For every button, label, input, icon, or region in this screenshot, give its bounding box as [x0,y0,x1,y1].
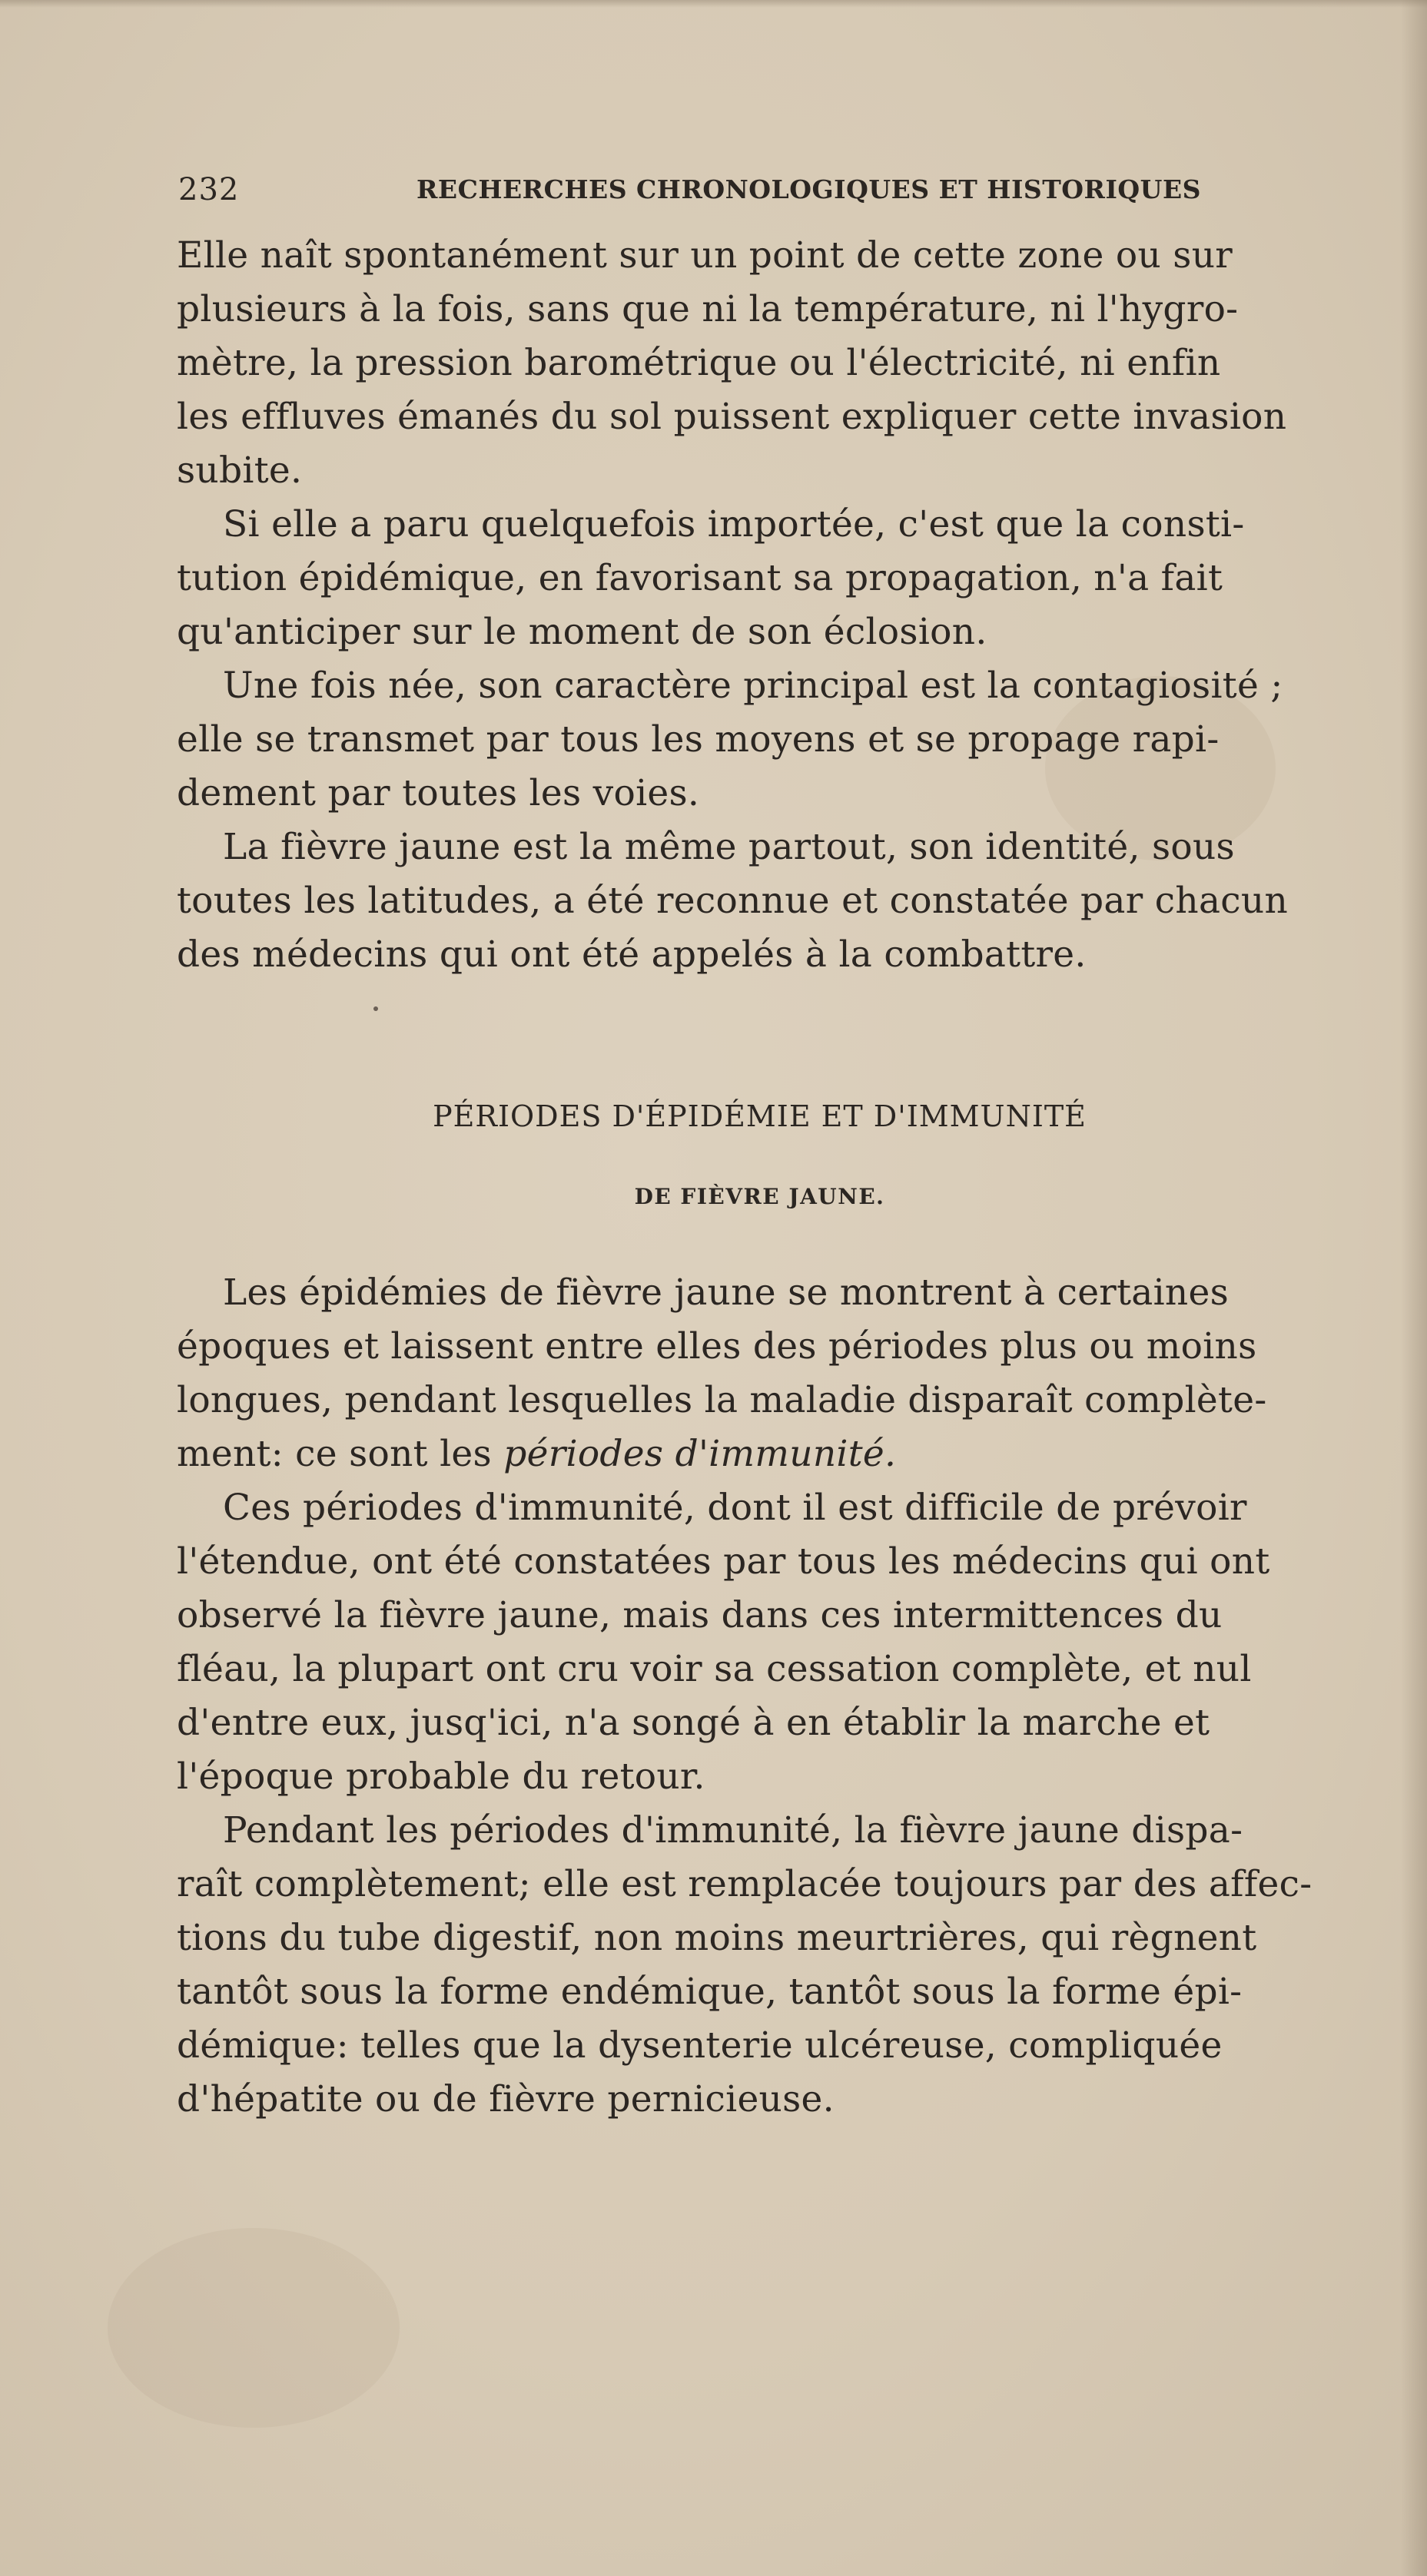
section-title: PÉRIODES D'ÉPIDÉMIE ET D'IMMUNITÉ [433,1099,1087,1133]
text-line [177,1429,1345,1480]
page-top-shadow [0,0,1427,8]
text-line: mètre, la pression barométrique ou l'électricité, ni enfin [177,342,1221,384]
text-line: Si elle a paru quelquefois importée, c'est que la consti- [223,503,1245,545]
text-line: des médecins qui ont été appelés à la combattre. [177,933,1087,976]
italic-term: périodes d'immunité. [503,1433,897,1475]
section-subtitle: DE FIÈVRE JAUNE. [634,1184,885,1209]
text-line: plusieurs à la fois, sans que ni la température, ni l'hygro- [177,288,1239,330]
text-line: Pendant les périodes d'immunité, la fièvre jaune dispa- [223,1809,1243,1852]
text-line: les effluves émanés du sol puissent expliquer cette invasion [177,396,1287,438]
text-line: démique: telles que la dysenterie ulcéreuse, compliquée [177,2024,1223,2067]
text-line: tantôt sous la forme endémique, tantôt sous la forme épi- [177,1971,1243,2013]
text-line: observé la fièvre jaune, mais dans ces intermittences du [177,1594,1223,1636]
text-line: fléau, la plupart ont cru voir sa cessation complète, et nul [177,1648,1252,1690]
text-line: Les épidémies de fièvre jaune se montrent à certaines [223,1271,1230,1314]
page-right-shadow [1401,0,1427,2576]
text-line: tution épidémique, en favorisant sa propagation, n'a fait [177,557,1223,599]
text-line: subite. [177,449,303,492]
text-line: qu'anticiper sur le moment de son éclosion. [177,611,987,653]
running-title: RECHERCHES CHRONOLOGIQUES ET HISTORIQUES [416,174,1201,204]
text-line: tions du tube digestif, non moins meurtrières, qui règnent [177,1917,1257,1959]
text-line: d'entre eux, jusq'ici, n'a songé à en établir la marche et [177,1702,1210,1744]
text-segment: ment: ce sont les [177,1433,504,1475]
page-header [178,171,1201,209]
text-line: Ces périodes d'immunité, dont il est difficile de prévoir [223,1487,1247,1529]
text-line: elle se transmet par tous les moyens et se propage rapi- [177,718,1220,761]
text-line: l'époque probable du retour. [177,1755,705,1798]
text-line: d'hépatite ou de fièvre pernicieuse. [177,2078,835,2120]
page-number: 232 [178,172,240,207]
text-line: Une fois née, son caractère principal est la contagiosité ; [223,665,1283,707]
text-line: La fièvre jaune est la même partout, son identité, sous [223,826,1235,868]
text-line: Elle naît spontanément sur un point de cette zone ou sur [177,234,1233,277]
text-line: raît complètement; elle est remplacée toujours par des affec- [177,1863,1313,1905]
text-line: époques et laissent entre elles des périodes plus ou moins [177,1325,1257,1368]
text-line: longues, pendant lesquelles la maladie disparaît complète- [177,1379,1267,1421]
text-line: l'étendue, ont été constatées par tous les médecins qui ont [177,1540,1270,1583]
paper-stain [108,2228,400,2428]
text-line: toutes les latitudes, a été reconnue et constatée par chacun [177,880,1289,922]
ink-speck [373,1006,378,1011]
text-line: dement par toutes les voies. [177,772,700,814]
